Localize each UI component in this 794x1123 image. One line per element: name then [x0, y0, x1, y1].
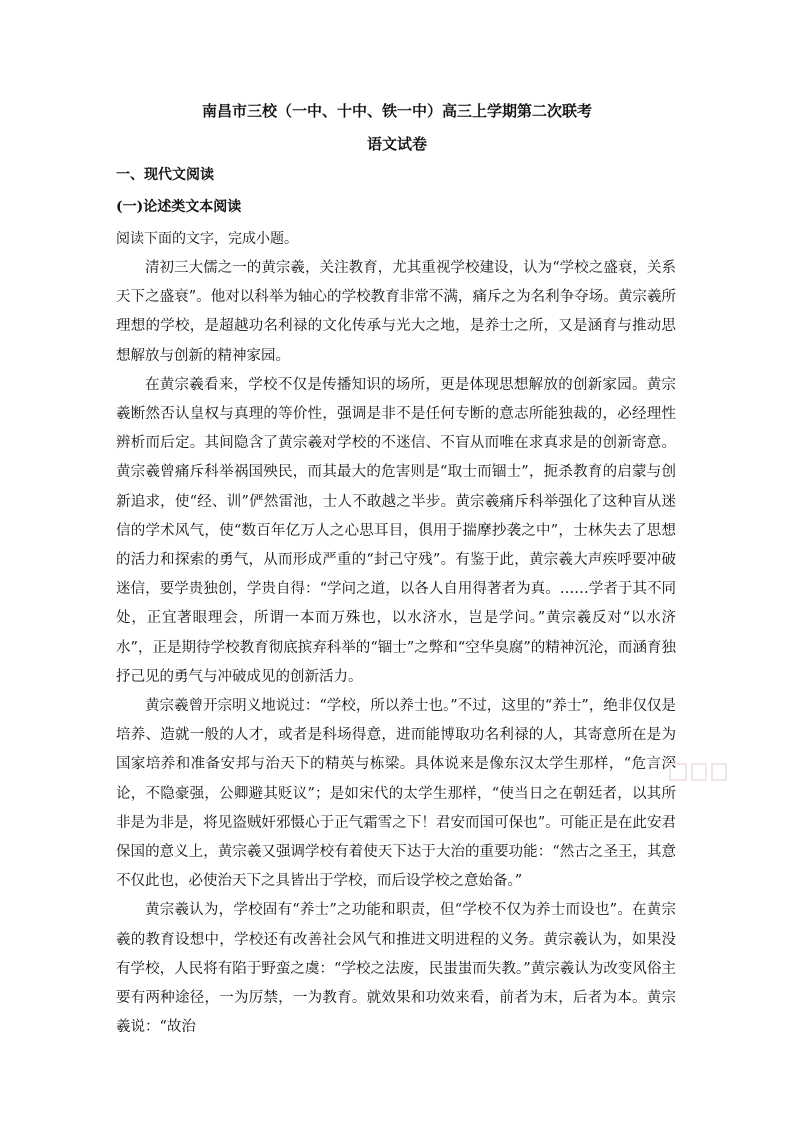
exam-title: 南昌市三校（一中、十中、铁一中）高三上学期第二次联考 — [201, 102, 592, 120]
passage-paragraph: 在黄宗羲看来，学校不仅是传播知识的场所，更是体现思想解放的创新家园。黄宗羲断然否认皇权与真理的等价性，强调是非不是任何专断的意志所能独裁的，必经理性辨析而后定。其间隐含了黄宗羲对学校的不迷信、不盲从而唯在求真求是的创新寄意。黄宗羲曾痛斥科举祸国殃民，而其最大的危害则是“取士而锢士”，扼杀教育的启蒙与创新追求，使“经、训”俨然雷池，士人不敢越之半步。黄宗羲痛斥科举强化了这种盲从迷信的学术风气，使“数百年亿万人之心思耳目，俱用于揣摩抄袭之中”，士林失去了思想的活力和探索的勇气，从而形成严重的“封己守残”。有鉴于此，黄宗羲大声疾呼要冲破迷信，要学贵独创，学贵自得：“学问之道，以各人自用得著者为真。……学者于其不同处，正宜著眼理会，所谓一本而万殊也，以水济水，岂是学问。”黄宗羲反对“以水济水”，正是期待学校教育彻底摈弃科举的“锢士”之弊和“空华臭腐”的精神沉沦，而涵育独抒己见的勇气与冲破成见的创新活力。 — [116, 376, 676, 685]
passage-paragraph: 黄宗羲认为，学校固有“养士”之功能和职责，但“学校不仅为养士而设也”。在黄宗羲的教育设想中，学校还有改善社会风气和推进文明进程的义务。黄宗羲认为，如果没有学校，人民将有陷于野蛮之虞：“学校之法废，民蚩蚩而失教。”黄宗羲认为改变风俗主要有两种途径，一为厉禁，一为教育。就效果和功效来看，前者为末，后者为本。黄宗羲说：“故治 — [116, 902, 676, 1036]
faint-watermark — [668, 760, 728, 790]
exam-subtitle: 语文试卷 — [366, 135, 427, 153]
passage-paragraph: 黄宗羲曾开宗明义地说过：“学校，所以养士也。”不过，这里的“养士”，绝非仅仅是培养、造就一般的人才，或者是科场得意，进而能博取功名利禄的人，其寄意所在是为国家培养和准备安邦与治天下的精英与栋梁。具体说来是像东汉太学生那样，“危言深论，不隐豪强，公卿避其贬议”；是如宋代的太学生那样，“使当日之在朝廷者，以其所非是为非是，将见盗贼奸邪慑心于正气霜雪之下！君安而国可保也”。可能正是在此安君保国的意义上，黄宗羲又强调学校有着使天下达于大治的重要功能：“然古之圣王，其意不仅此也，必使治天下之具皆出于学校，而后设学校之意始备。” — [116, 698, 676, 890]
reading-passage — [116, 254, 676, 1042]
watermark-mark-icon — [668, 760, 728, 784]
subsection-heading: (一)论述类文本阅读 — [116, 199, 242, 215]
section-heading: 一、现代文阅读 — [116, 167, 214, 183]
passage-paragraph: 清初三大儒之一的黄宗羲，关注教育，尤其重视学校建设，认为“学校之盛衰，关系天下之盛衰”。他对以科举为轴心的学校教育非常不满，痛斥之为名利争夺场。黄宗羲所理想的学校，是超越功名利禄的文化传承与光大之地，是养士之所，又是涵育与推动思想解放与创新的精神家园。 — [116, 260, 676, 364]
reading-instruction: 阅读下面的文字，完成小题。 — [116, 231, 298, 247]
